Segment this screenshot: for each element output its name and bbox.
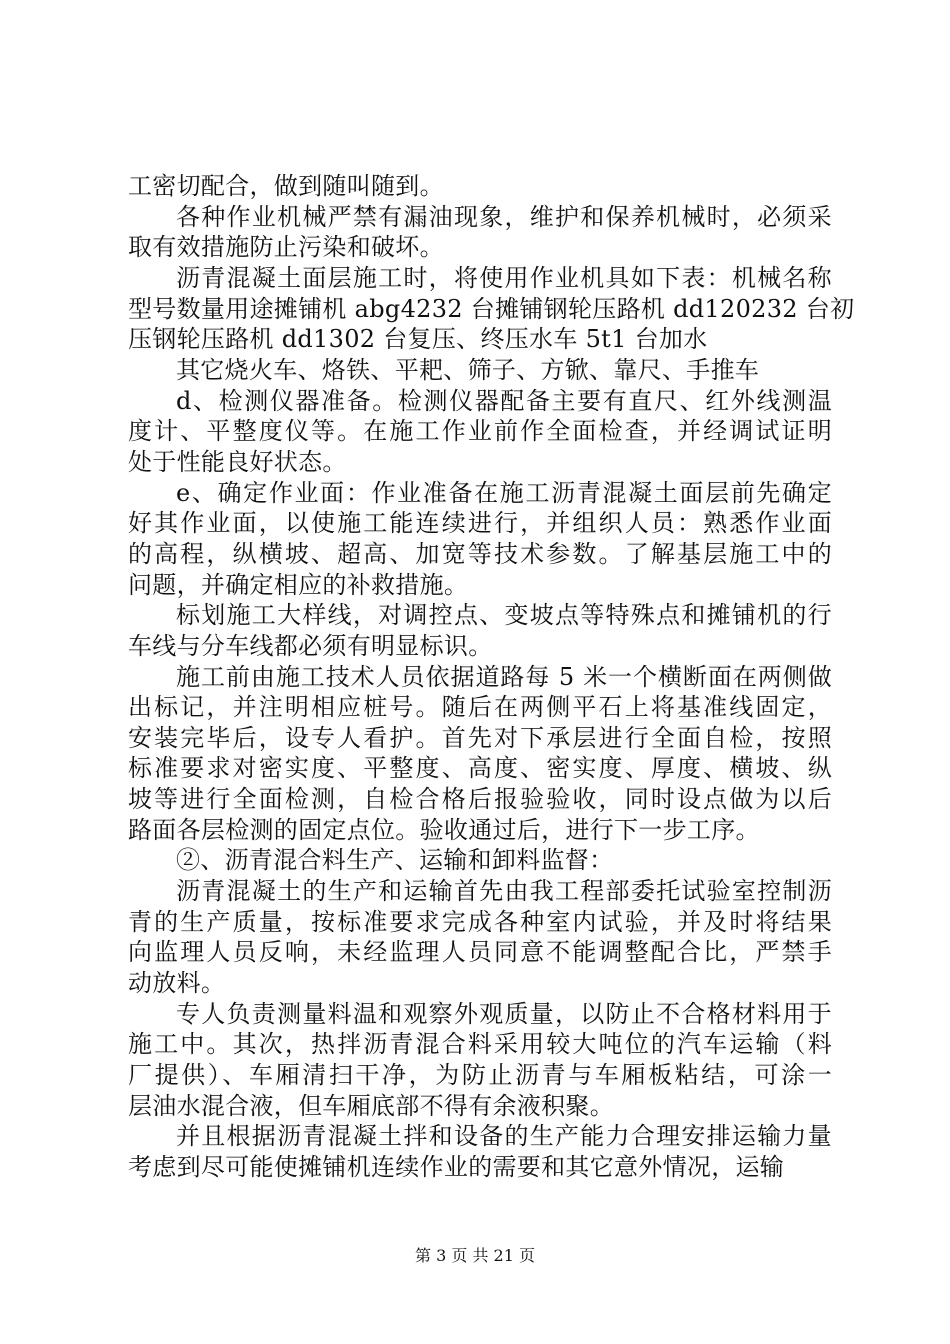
text-line: 标准要求对密实度、平整度、高度、密实度、厚度、横坡、纵	[128, 754, 832, 783]
text-line: 车线与分车线都必须有明显标识。	[128, 631, 493, 660]
text-line: 标划施工大样线，对调控点、变坡点等特殊点和摊铺机的行	[176, 601, 832, 630]
text-line: 其它烧火车、烙铁、平耙、筛子、方锨、靠尺、手推车	[176, 355, 760, 384]
text-line: 安装完毕后，设专人看护。首先对下承层进行全面自检，按照	[128, 723, 832, 752]
paragraph	[128, 999, 832, 1122]
text-line: 取有效措施防止污染和破坏。	[128, 233, 444, 262]
text-line: 的高程，纵横坡、超高、加宽等技术参数。了解基层施工中的	[128, 539, 832, 568]
paragraph	[128, 386, 832, 478]
text-line: e、确定作业面：作业准备在施工沥青混凝土面层前先确定	[176, 478, 832, 507]
paragraph	[128, 355, 832, 386]
text-line: 问题，并确定相应的补救措施。	[128, 570, 469, 599]
text-line: 路面各层检测的固定点位。验收通过后，进行下一步工序。	[128, 815, 760, 844]
text-line: 层油水混合液，但车厢底部不得有余液积聚。	[128, 1091, 614, 1120]
text-line: 考虑到尽可能使摊铺机连续作业的需要和其它意外情况，运输	[128, 1153, 785, 1181]
text-line: 向监理人员反响，未经监理人员同意不能调整配合比，严禁手	[128, 938, 832, 967]
paragraph	[128, 876, 832, 999]
paragraph	[128, 263, 855, 355]
paragraph	[128, 600, 832, 661]
text-line: 出标记，并注明相应桩号。随后在两侧平石上将基准线固定，	[128, 693, 832, 722]
text-line: 好其作业面，以使施工能连续进行，并组织人员：熟悉作业面	[128, 509, 832, 538]
paragraph	[128, 845, 832, 876]
text-line: 坡等进行全面检测，自检合格后报验验收，同时设点做为以后	[128, 785, 832, 814]
text-line: 压钢轮压路机 dd1302 台复压、终压水车 5t1 台加水	[128, 325, 708, 354]
text-line: 施工中。其次，热拌沥青混合料采用较大吨位的汽车运输（料	[128, 1030, 832, 1059]
text-line: 各种作业机械严禁有漏油现象，维护和保养机械时，必须采	[176, 202, 832, 231]
text-line: 青的生产质量，按标准要求完成各种室内试验，并及时将结果	[128, 907, 832, 936]
text-line: 处于性能良好状态。	[128, 447, 347, 476]
text-line: 沥青混凝土面层施工时，将使用作业机具如下表：机械名称	[176, 263, 832, 292]
text-line: 动放料。	[128, 969, 226, 998]
text-line: 沥青混凝土的生产和运输首先由我工程部委托试验室控制沥	[176, 877, 832, 906]
text-line: ②、沥青混合料生产、运输和卸料监督：	[176, 846, 614, 875]
paragraph	[128, 1121, 832, 1182]
text-line: 厂提供）、车厢清扫干净，为防止沥青与车厢板粘结，可涂一	[128, 1061, 832, 1090]
paragraph	[128, 202, 832, 263]
text-line: 专人负责测量料温和观察外观质量，以防止不合格材料用于	[176, 999, 832, 1028]
text-line: 度计、平整度仪等。在施工作业前作全面检查，并经调试证明	[128, 417, 832, 446]
document-body	[128, 171, 855, 1183]
paragraph	[128, 171, 832, 202]
paragraph	[128, 662, 832, 846]
text-line: 工密切配合，做到随叫随到。	[128, 172, 444, 200]
text-line: 型号数量用途摊铺机 abg4232 台摊铺钢轮压路机 dd120232 台初	[128, 294, 855, 323]
text-line: d、检测仪器准备。检测仪器配备主要有直尺、红外线测温	[176, 386, 832, 415]
text-line: 并且根据沥青混凝土拌和设备的生产能力合理安排运输力量	[176, 1122, 832, 1151]
paragraph	[128, 478, 832, 601]
text-line: 施工前由施工技术人员依据道路每 5 米一个横断面在两侧做	[176, 662, 832, 691]
page-number-footer: 第 3 页 共 21 页	[415, 1246, 535, 1265]
